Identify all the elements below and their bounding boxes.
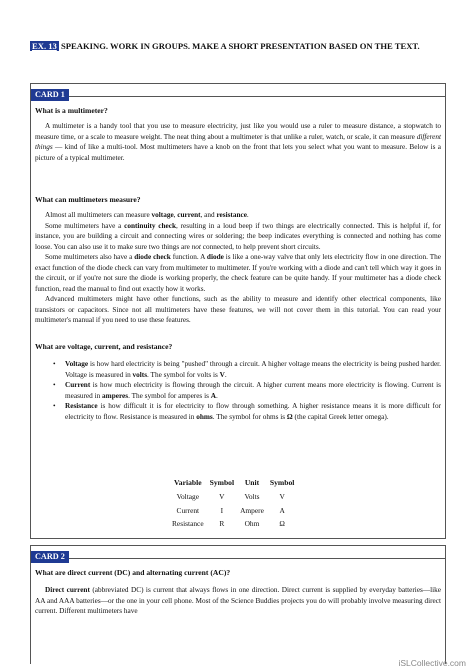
table-header-cell: Unit (244, 478, 260, 487)
table-cell: I (220, 505, 224, 515)
exercise-number: EX. 13 (32, 41, 57, 51)
section-voltage-current-resistance (35, 342, 441, 422)
list-item-resistance: • Resistance is how difficult it is for electricity to flow through something. A higher resistance means it is more difficult for electricity to flow. Resistance is measured in ohms. The symbol for ohms is Ω (the capital Greek letter omega). (65, 401, 441, 422)
section-what-can-measure (35, 195, 441, 326)
paragraph-continuity-check: Some multimeters have a continuity check, resulting in a loud beep if two things are electrically connected. This is helpful if, for instance, you are building a circuit and connecting wires or soldering; the beep indicates everything is connected and nothing has come loose. You can also use it to make sure two things are not connected, to help prevent short circuits. (35, 221, 441, 251)
card-2 (30, 545, 446, 664)
question-what-can-measure: What can multimeters measure? (35, 195, 141, 204)
table-header-cell: Symbol (209, 478, 235, 487)
exercise-instruction: SPEAKING. WORK IN GROUPS. MAKE A SHORT PRESENTATION BASED ON THE TEXT. (61, 41, 420, 51)
table-cell: Ohm (244, 519, 260, 528)
card-1 (30, 83, 446, 539)
list-item-voltage: • Voltage is how hard electricity is being "pushed" through a circuit. A higher voltage means the electricity is being pushed harder. Voltage is measured in volts. The symbol for volts is V. (65, 359, 441, 380)
table-header-cell: Variable (174, 478, 202, 487)
paragraph-advanced-multimeters: Advanced multimeters might have other functions, such as the ability to measure and identify other electrical components, like transistors or capacitors. Since not all multimeters have these features, we will not cover them in this tutorial. You can read your multimeter's manual if you need to use these features. (35, 295, 441, 324)
table-cell: V (279, 492, 285, 501)
table-cell: R (219, 519, 225, 528)
table-cell: Voltage (176, 492, 200, 501)
exercise-heading (30, 36, 440, 56)
table-cell: Current (176, 505, 200, 515)
paragraph-multimeter-intro: A multimeter is a handy tool that you use to measure electricity, just like you would use a ruler to measure distance, a stopwatch to measure time, or a scale to measure weight. The neat thing about a multimeter is that unlike a ruler, watch, or scale, it can measure different things — kind of like a multi-tool. Most multimeters have a knob on the front that lets you select what you want to measure. Below is a picture of a typical multimeter. (35, 122, 441, 162)
table-cell: A (279, 505, 285, 515)
list-item-current: • Current is how much electricity is flowing through the circuit. A higher current means more electricity is flowing. Current is measured in amperes. The symbol for amperes is A. (65, 380, 441, 401)
question-voltage-current-resistance: What are voltage, current, and resistance? (35, 342, 173, 351)
card-1-divider (31, 96, 445, 97)
card-1-label: CARD 1 (31, 89, 69, 101)
table-cell: Ω (279, 519, 285, 528)
question-dc-ac: What are direct current (DC) and alternating current (AC)? (35, 568, 231, 577)
table-row (169, 517, 297, 531)
units-table (169, 476, 297, 531)
site-watermark: iSLCollective.com (398, 658, 466, 668)
section-dc-ac (35, 568, 441, 617)
card-2-divider (31, 558, 445, 559)
paragraph-measure-list: Almost all multimeters can measure voltage, current, and resistance. (45, 211, 249, 219)
section-what-is-multimeter (35, 106, 441, 163)
table-row (169, 504, 297, 518)
table-cell: V (219, 492, 225, 501)
table-header-cell: Symbol (269, 478, 295, 487)
table-header-row (169, 476, 297, 490)
definitions-list (35, 359, 441, 422)
card-2-label: CARD 2 (31, 551, 69, 563)
table-cell: Volts (244, 492, 260, 501)
table-cell: Resistance (172, 519, 204, 528)
table-row (169, 490, 297, 504)
paragraph-diode-check: Some multimeters also have a diode check function. A diode is like a one-way valve that only lets electricity flow in one direction. The exact function of the diode check can vary from multimeter to multimeter. If you're working with a diode and can't tell which way it goes in the circuit, or if you're not sure the diode is working properly, the check feature can be quite handy. If your multimeter has a diode check function, read the manual to find out exactly how it works. (35, 253, 441, 293)
paragraph-direct-current: Direct current (abbreviated DC) is current that always flows in one direction. Direct current is supplied by everyday batteries—like AA and AAA batteries—or the one in your cell phone. Most of the Science Buddies projects you do will probably involve measuring direct current. Different multimeters have (35, 586, 441, 615)
question-what-is-multimeter: What is a multimeter? (35, 106, 108, 115)
table-cell: Ampere (240, 505, 264, 515)
